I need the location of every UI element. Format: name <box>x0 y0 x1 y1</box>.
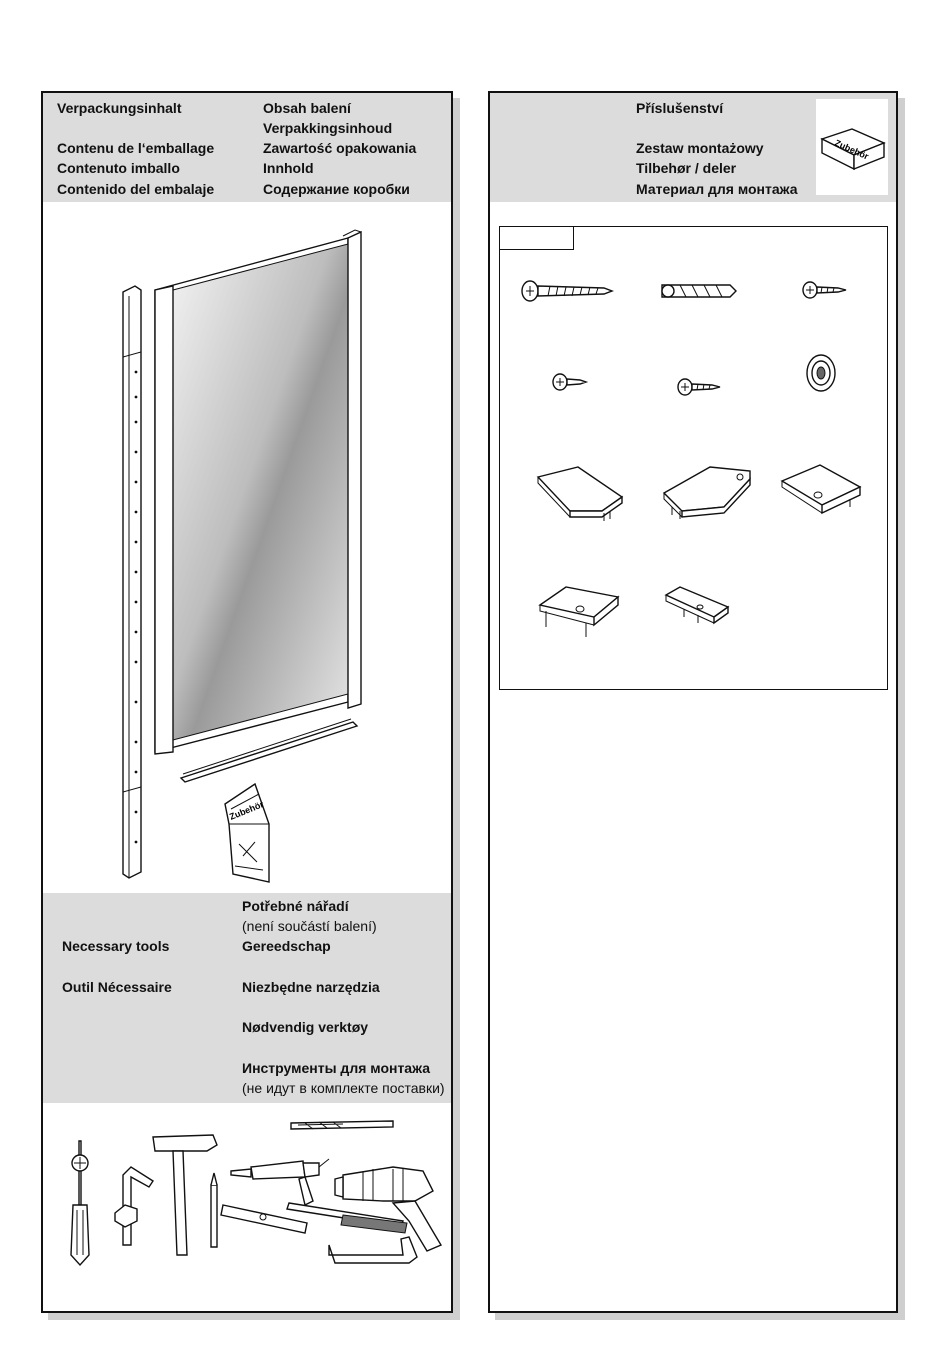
end-cap-square-icon <box>782 465 860 513</box>
end-cap-angled-icon-1 <box>538 467 622 521</box>
end-cap-flat-icon <box>540 587 618 637</box>
small-clip-icon <box>666 587 728 623</box>
pencil-icon <box>211 1173 217 1247</box>
tools-label-en: Necessary tools <box>62 938 170 954</box>
hacksaw-icon <box>329 1237 417 1263</box>
tools-illustration <box>43 1105 451 1305</box>
svg-text:Zubehör: Zubehör <box>833 137 871 162</box>
washer-icon <box>807 355 835 391</box>
package-contents-illustration <box>43 202 451 882</box>
tools-note-cz: (není součástí balení) <box>242 918 377 934</box>
parts-box <box>499 226 888 690</box>
accessory-box-icon <box>816 99 888 195</box>
wall-profile-icon <box>123 286 141 878</box>
power-drill-icon <box>335 1167 441 1251</box>
small-screw-icon <box>553 374 586 390</box>
tools-label-pl: Niezbędne narzędzia <box>242 979 380 995</box>
parts-illustration <box>500 227 889 691</box>
accessories-label-pl: Zestaw montażowy <box>636 140 764 156</box>
screwdriver-icon <box>71 1141 89 1265</box>
tools-label-nl: Gereedschap <box>242 938 331 954</box>
accessory-box-frame <box>816 99 888 195</box>
long-screw-icon <box>522 281 612 301</box>
contents-label-it: Contenuto imballo <box>57 160 180 176</box>
end-cap-angled-icon-2 <box>664 467 750 519</box>
contents-label-es: Contenido del embalaje <box>57 181 215 197</box>
tools-note-ru: (не идут в комплекте поставки) <box>242 1080 445 1096</box>
wall-plug-icon <box>662 285 736 297</box>
accessories-label-ru: Материал для монтажа <box>636 181 798 197</box>
contents-label-de: Verpackungsinhalt <box>57 100 182 116</box>
hammer-icon <box>153 1135 217 1255</box>
accessory-bag-icon <box>225 784 269 882</box>
allen-key-icon <box>115 1167 153 1245</box>
glass-panel-icon <box>155 230 361 754</box>
tools-label-fr: Outil Nécessaire <box>62 979 172 995</box>
svg-text:Zubehör: Zubehör <box>228 799 266 822</box>
contents-label-fr: Contenu de l‘emballage <box>57 140 215 156</box>
contents-label-nl: Verpakkingsinhoud <box>263 120 393 136</box>
tools-label-cz: Potřebné nářadí <box>242 898 349 914</box>
contents-label-no: Innhold <box>263 160 314 176</box>
contents-label-ru: Содержание коробки <box>263 181 410 197</box>
accessories-label-cz: Příslušenství <box>636 100 724 116</box>
caulking-gun-icon <box>231 1159 329 1205</box>
accessories-panel <box>488 91 898 1313</box>
contents-panel <box>41 91 453 1313</box>
tools-label-ru: Инструменты для монтажа <box>242 1060 430 1076</box>
drill-bit-icon <box>291 1121 393 1129</box>
contents-label-pl: Zawartość opakowania <box>263 140 417 156</box>
short-screw-icon-2 <box>678 379 720 395</box>
contents-label-cz: Obsah balení <box>263 100 351 116</box>
accessories-label-no: Tilbehør / deler <box>636 160 737 176</box>
tools-label-no: Nødvendig verktøy <box>242 1019 369 1035</box>
short-screw-icon-1 <box>803 282 846 298</box>
